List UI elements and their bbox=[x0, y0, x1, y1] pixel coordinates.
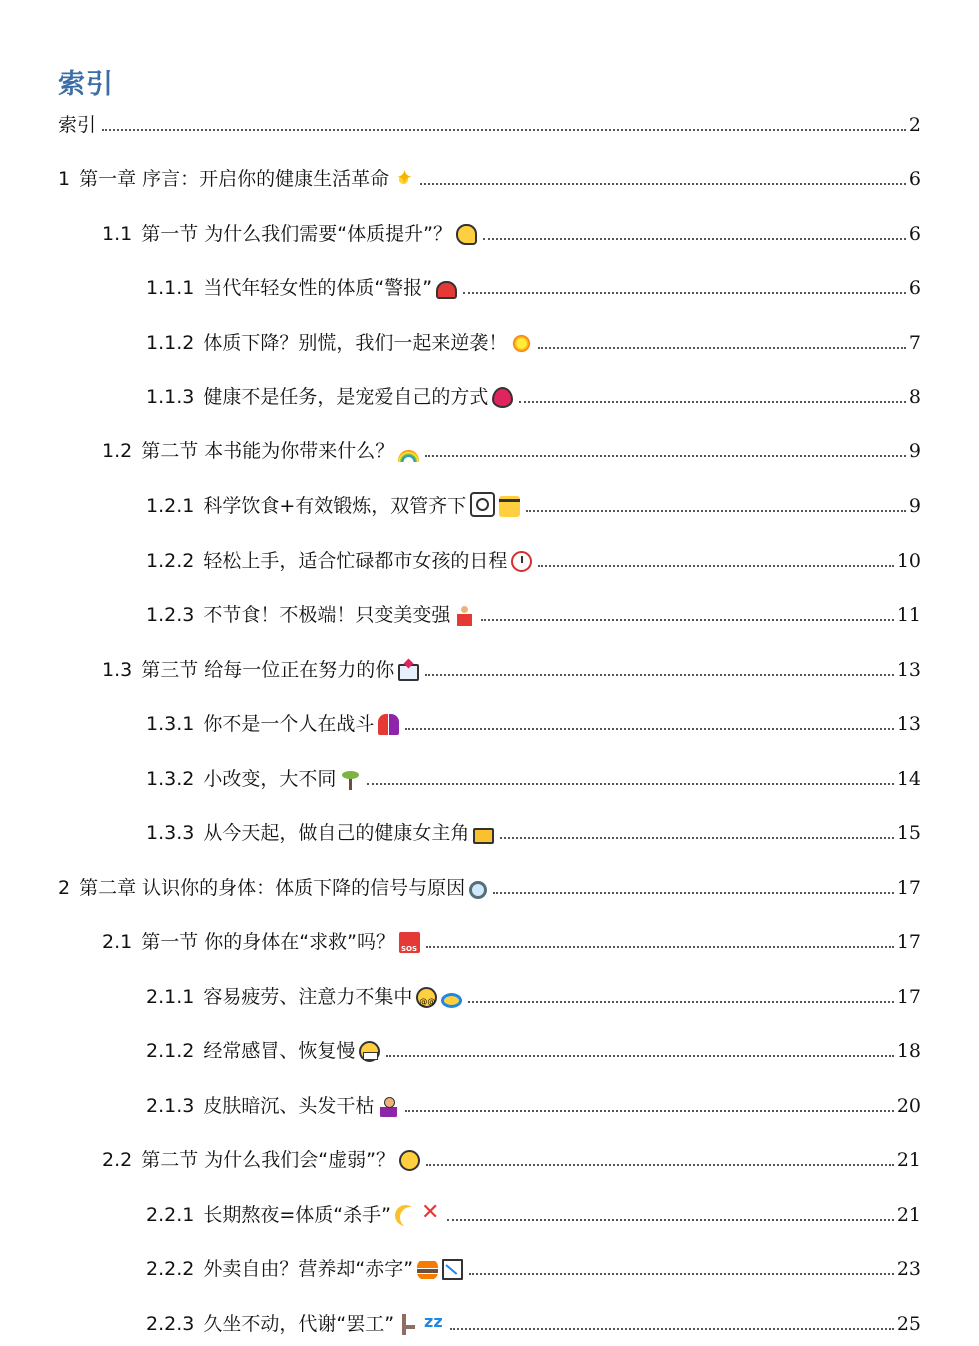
toc-entry-2-2[interactable] bbox=[102, 1141, 921, 1171]
toc-page-number: 20 bbox=[896, 1095, 921, 1117]
toc-entry-2-1-2[interactable] bbox=[146, 1032, 921, 1062]
toc-entry-2-1-1[interactable] bbox=[146, 978, 921, 1008]
toc-page-number: 13 bbox=[896, 659, 921, 681]
toc-entry-1-2-2[interactable] bbox=[146, 542, 921, 572]
collision-icon bbox=[511, 333, 532, 354]
dancer-icon bbox=[454, 605, 475, 626]
dot-leader bbox=[386, 1055, 893, 1057]
toc-page-number: 9 bbox=[908, 440, 921, 462]
toc-entry-text: 1.1.3 健康不是任务，是宠爱自己的方式 bbox=[146, 386, 513, 408]
dot-leader bbox=[468, 1001, 893, 1003]
weightlifter-icon bbox=[499, 496, 520, 517]
toc-page-number: 17 bbox=[896, 877, 921, 899]
plate-icon bbox=[470, 492, 495, 517]
toc-entry-text: 2.1.1 容易疲劳、注意力不集中 @@ bbox=[146, 986, 462, 1008]
dot-leader bbox=[426, 946, 894, 948]
chart-decreasing-icon bbox=[442, 1259, 463, 1280]
siren-icon bbox=[436, 281, 457, 299]
heart-icon bbox=[492, 387, 513, 408]
toc-entry-1-1-2[interactable] bbox=[146, 324, 921, 354]
toc-entry-text: 1.2 第二节 本书能为你带来什么？ bbox=[102, 440, 419, 462]
toc-entry-text: 1.1.2 体质下降？别慌，我们一起来逆袭！ bbox=[146, 332, 532, 354]
swirl-icon bbox=[441, 993, 462, 1008]
toc-heading: 索引 bbox=[58, 69, 114, 100]
toc-page-number: 17 bbox=[896, 931, 921, 953]
dot-leader bbox=[483, 238, 906, 240]
toc-entry-text: 1.3 第三节 给每一位正在努力的你 bbox=[102, 658, 419, 681]
toc-entry-text: 1.3.2 小改变，大不同 bbox=[146, 768, 361, 790]
dot-leader bbox=[426, 1164, 894, 1166]
cross-mark-icon bbox=[420, 1205, 441, 1226]
dot-leader bbox=[447, 1219, 894, 1221]
toc-entry-text: 1.2.3 不节食！不极端！只变美变强 bbox=[146, 604, 475, 626]
dot-leader bbox=[493, 892, 894, 894]
dot-leader bbox=[405, 1110, 893, 1112]
flexed-biceps-icon bbox=[456, 224, 477, 245]
chair-icon bbox=[398, 1314, 419, 1335]
dot-leader bbox=[500, 837, 893, 839]
toc-entry-text: 2.1 第一节 你的身体在“求救”吗？ SOS bbox=[102, 931, 420, 953]
sick-face-icon bbox=[359, 1041, 380, 1062]
rainbow-icon bbox=[398, 450, 419, 462]
toc-page-number: 23 bbox=[896, 1258, 921, 1280]
dot-leader bbox=[538, 565, 893, 567]
toc-page-number: 18 bbox=[896, 1040, 921, 1062]
dot-leader bbox=[420, 183, 906, 185]
toc-entry-1-2-3[interactable] bbox=[146, 596, 921, 626]
toc-page-number: 6 bbox=[908, 277, 921, 299]
dizzy-face-icon bbox=[416, 987, 437, 1008]
dot-leader bbox=[526, 510, 906, 512]
toc-entry-text: 2.2.3 久坐不动，代谢“罢工” zz bbox=[146, 1313, 444, 1335]
two-women-icon bbox=[378, 714, 399, 735]
toc-entry-text: 2.1.3 皮肤暗沉、头发干枯 bbox=[146, 1095, 399, 1117]
toc-entry-text: 1.1 第一节 为什么我们需要“体质提升”？ bbox=[102, 223, 477, 245]
toc-page-number: 17 bbox=[896, 986, 921, 1008]
toc-page-number: 11 bbox=[896, 604, 921, 626]
toc-entry-2-2-1[interactable] bbox=[146, 1196, 921, 1226]
toc-entry-2-2-2[interactable] bbox=[146, 1250, 921, 1280]
dot-leader bbox=[102, 129, 906, 131]
toc-entry-2[interactable] bbox=[58, 869, 921, 899]
toc-page-number: 15 bbox=[896, 822, 921, 844]
toc-entry-1-3-2[interactable] bbox=[146, 760, 921, 790]
toc-page-number: 21 bbox=[896, 1204, 921, 1226]
toc-page-number: 14 bbox=[896, 768, 921, 790]
toc-page-number: 2 bbox=[908, 114, 921, 136]
dot-leader bbox=[367, 783, 893, 785]
toc-page-number: 25 bbox=[896, 1313, 921, 1335]
toc-entry-text: 1.2.1 科学饮食+有效锻炼，双管齐下 bbox=[146, 492, 520, 517]
toc-entry-index[interactable] bbox=[58, 106, 921, 136]
seedling-icon bbox=[340, 769, 361, 790]
toc-entry-text: 2 第二章 认识你的身体：体质下降的信号与原因 bbox=[58, 877, 487, 899]
toc-page-number: 10 bbox=[896, 550, 921, 572]
zzz-icon bbox=[423, 1314, 444, 1335]
toc-entry-text: 索引 bbox=[58, 114, 97, 136]
toc-entry-1-1[interactable] bbox=[102, 215, 921, 245]
alarm-clock-icon bbox=[511, 551, 532, 572]
toc-page-number: 9 bbox=[908, 495, 921, 517]
toc-entry-text: 2.2.1 长期熬夜=体质“杀手” ✕ bbox=[146, 1204, 441, 1226]
toc-page-number: 7 bbox=[908, 332, 921, 354]
toc-page-number: 6 bbox=[908, 168, 921, 190]
crescent-moon-icon bbox=[395, 1205, 416, 1226]
sos-icon bbox=[399, 932, 420, 953]
woman-tipping-hand-icon bbox=[378, 1096, 399, 1117]
dot-leader bbox=[519, 401, 906, 403]
crown-icon bbox=[473, 828, 494, 844]
toc-entry-text: 1.2.2 轻松上手，适合忙碌都市女孩的日程 bbox=[146, 550, 532, 572]
dot-leader bbox=[469, 1273, 894, 1275]
toc-entry-text: 2.2.2 外卖自由？营养却“赤字” bbox=[146, 1258, 463, 1280]
dot-leader bbox=[538, 347, 906, 349]
toc-entry-2-1[interactable] bbox=[102, 923, 921, 953]
toc-entry-1-3-3[interactable] bbox=[146, 814, 921, 844]
dot-leader bbox=[425, 455, 906, 457]
toc-entry-text: 2.1.2 经常感冒、恢复慢 bbox=[146, 1040, 380, 1062]
toc-page-number: 6 bbox=[908, 223, 921, 245]
toc-entry-1-1-1[interactable] bbox=[146, 269, 921, 299]
confused-face-icon bbox=[399, 1150, 420, 1171]
toc-entry-1-2[interactable] bbox=[102, 432, 921, 462]
toc-entry-text: 1.1.1 当代年轻女性的体质“警报” bbox=[146, 276, 457, 299]
burger-icon bbox=[417, 1259, 438, 1280]
love-letter-icon bbox=[398, 664, 419, 681]
dot-leader bbox=[450, 1328, 894, 1330]
toc-entry-1-3-1[interactable] bbox=[146, 705, 921, 735]
dot-leader bbox=[425, 674, 894, 676]
toc-entry-text: 2.2 第二节 为什么我们会“虚弱”？ bbox=[102, 1149, 420, 1171]
toc-page-number: 13 bbox=[896, 713, 921, 735]
toc-entry-text: 1 第一章 序言：开启你的健康生活革命 ✦ bbox=[58, 168, 414, 190]
toc-entry-1-1-3[interactable] bbox=[146, 378, 921, 408]
sparkles-icon bbox=[393, 169, 414, 190]
toc-page-number: 8 bbox=[908, 386, 921, 408]
toc-entry-1-2-1[interactable] bbox=[146, 487, 921, 517]
dot-leader bbox=[481, 619, 893, 621]
toc-entry-2-1-3[interactable] bbox=[146, 1087, 921, 1117]
dot-leader bbox=[463, 292, 906, 294]
toc-entry-2-2-3[interactable] bbox=[146, 1305, 921, 1335]
dot-leader bbox=[405, 728, 893, 730]
toc-entry-1-3[interactable] bbox=[102, 651, 921, 681]
toc-entry-text: 1.3.3 从今天起，做自己的健康女主角 bbox=[146, 821, 494, 844]
toc-page-number: 21 bbox=[896, 1149, 921, 1171]
toc-entry-text: 1.3.1 你不是一个人在战斗 bbox=[146, 713, 399, 735]
magnifier-icon bbox=[469, 881, 487, 899]
toc-entry-1[interactable] bbox=[58, 160, 921, 190]
